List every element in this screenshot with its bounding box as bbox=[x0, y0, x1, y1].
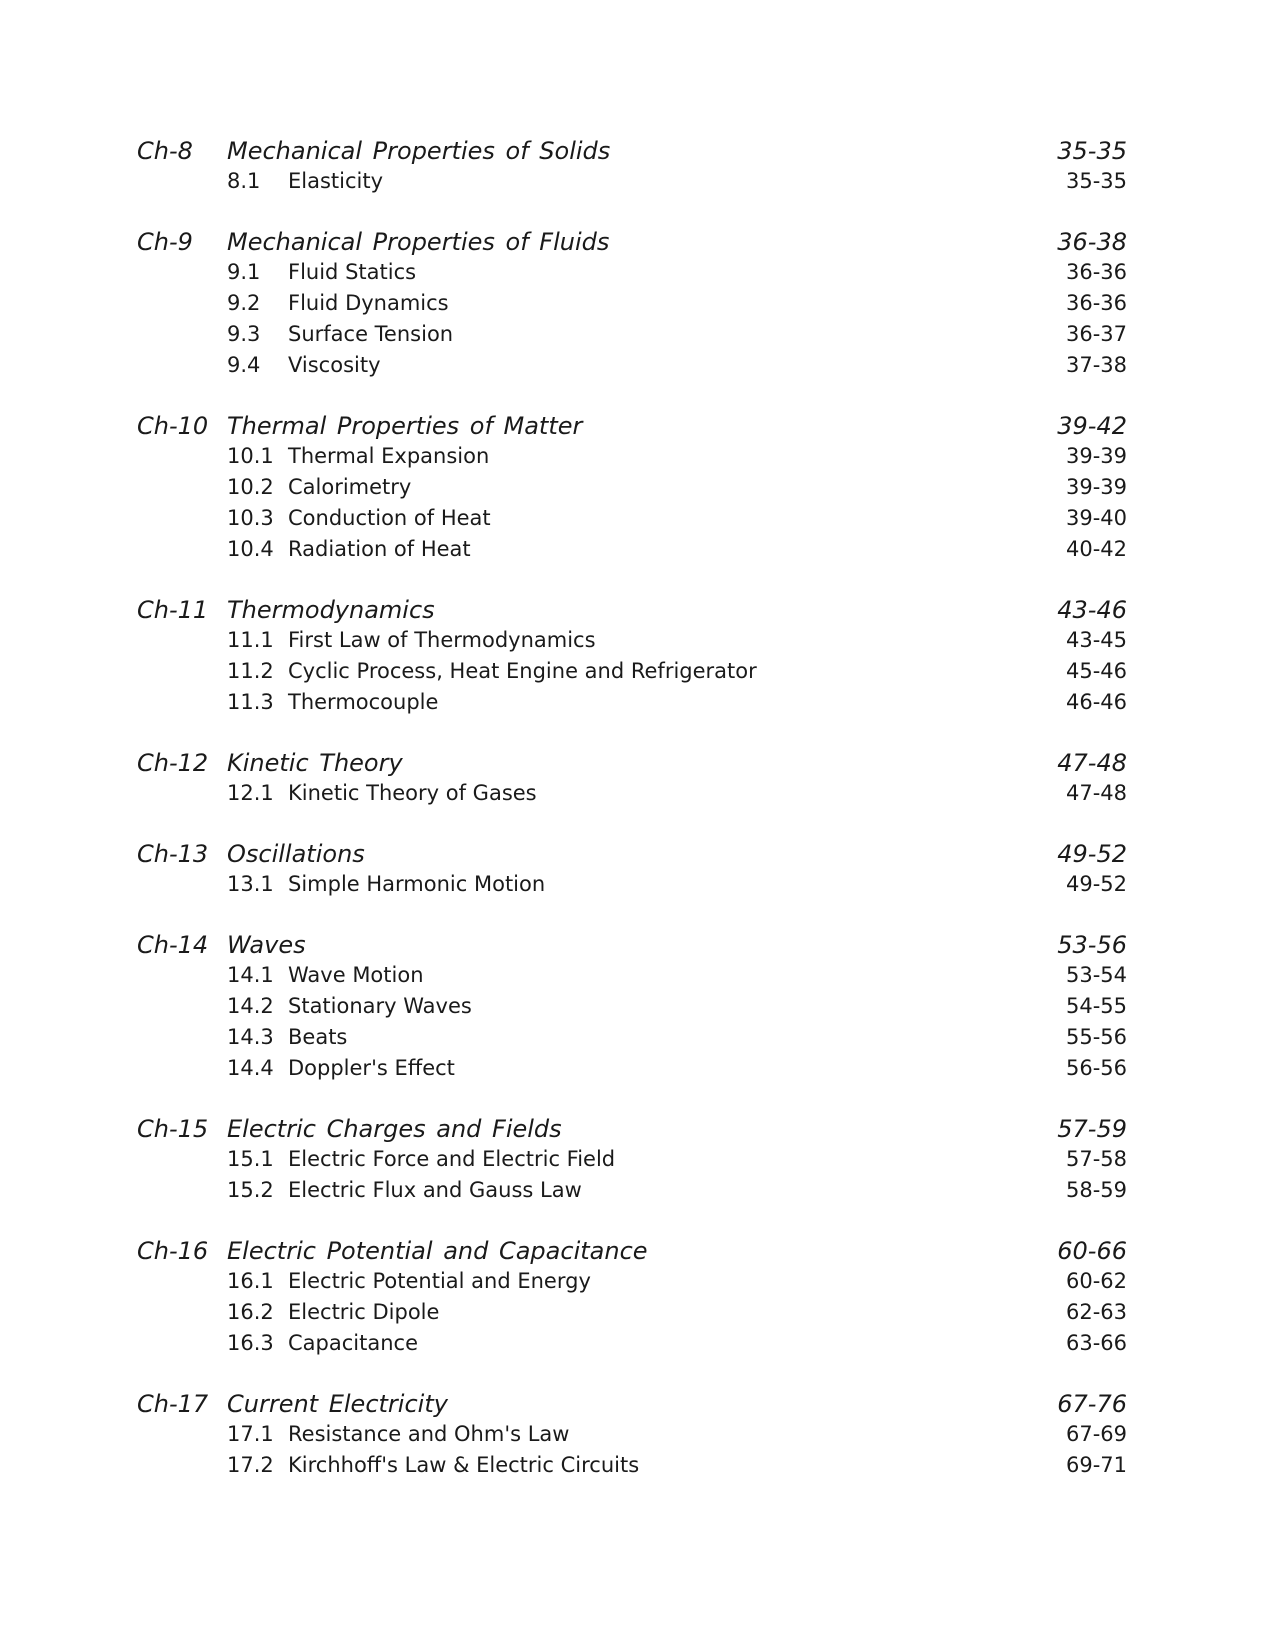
chapter-number: Ch-8 bbox=[137, 137, 193, 165]
section-page-range: 47-48 bbox=[1065, 781, 1127, 805]
section-title: Fluid Statics bbox=[288, 260, 417, 284]
chapter-number: Ch-11 bbox=[137, 596, 209, 624]
section-entry bbox=[137, 291, 1127, 322]
section-page-range: 36-36 bbox=[1065, 260, 1127, 284]
section-number: 12.1 bbox=[227, 781, 274, 805]
chapter-title: Current Electricity bbox=[227, 1390, 448, 1418]
section-title: Calorimetry bbox=[288, 475, 412, 499]
section-entry bbox=[137, 781, 1127, 812]
chapter-heading bbox=[137, 137, 1127, 169]
chapter-title: Mechanical Properties of Solids bbox=[227, 137, 611, 165]
section-title: Stationary Waves bbox=[288, 994, 472, 1018]
section-title: Conduction of Heat bbox=[288, 506, 491, 530]
chapter-number: Ch-16 bbox=[137, 1237, 209, 1265]
section-page-range: 63-66 bbox=[1065, 1331, 1127, 1355]
chapter-heading bbox=[137, 749, 1127, 781]
chapter-number: Ch-17 bbox=[137, 1390, 209, 1418]
section-entry bbox=[137, 260, 1127, 291]
chapter-title: Kinetic Theory bbox=[227, 749, 403, 777]
section-title: Thermal Expansion bbox=[288, 444, 490, 468]
chapter-number: Ch-10 bbox=[137, 412, 209, 440]
chapter-heading bbox=[137, 1115, 1127, 1147]
section-entry bbox=[137, 994, 1127, 1025]
chapter-page-range: 36-38 bbox=[1057, 228, 1127, 256]
section-title: Doppler's Effect bbox=[288, 1056, 455, 1080]
section-number: 13.1 bbox=[227, 872, 274, 896]
section-number: 9.4 bbox=[227, 353, 261, 377]
section-number: 15.1 bbox=[227, 1147, 274, 1171]
section-page-range: 55-56 bbox=[1065, 1025, 1127, 1049]
section-page-range: 58-59 bbox=[1065, 1178, 1127, 1202]
section-entry bbox=[137, 628, 1127, 659]
section-title: Electric Flux and Gauss Law bbox=[288, 1178, 582, 1202]
section-number: 11.3 bbox=[227, 690, 274, 714]
chapter-block bbox=[137, 228, 1127, 384]
chapter-number: Ch-14 bbox=[137, 931, 209, 959]
section-page-range: 49-52 bbox=[1065, 872, 1127, 896]
chapter-title: Electric Charges and Fields bbox=[227, 1115, 562, 1143]
table-of-contents bbox=[137, 137, 1127, 1512]
section-number: 10.4 bbox=[227, 537, 274, 561]
section-number: 16.3 bbox=[227, 1331, 274, 1355]
chapter-page-range: 67-76 bbox=[1057, 1390, 1127, 1418]
chapter-number: Ch-9 bbox=[137, 228, 193, 256]
section-number: 10.3 bbox=[227, 506, 274, 530]
section-entry bbox=[137, 353, 1127, 384]
section-page-range: 36-37 bbox=[1065, 322, 1127, 346]
section-number: 9.1 bbox=[227, 260, 261, 284]
section-page-range: 46-46 bbox=[1065, 690, 1127, 714]
chapter-block bbox=[137, 840, 1127, 903]
section-number: 17.1 bbox=[227, 1422, 274, 1446]
section-entry bbox=[137, 537, 1127, 568]
section-page-range: 57-58 bbox=[1065, 1147, 1127, 1171]
section-page-range: 69-71 bbox=[1065, 1453, 1127, 1477]
section-title: Wave Motion bbox=[288, 963, 424, 987]
section-number: 10.1 bbox=[227, 444, 274, 468]
chapter-block bbox=[137, 1115, 1127, 1209]
section-entry bbox=[137, 475, 1127, 506]
section-page-range: 60-62 bbox=[1065, 1269, 1127, 1293]
section-page-range: 54-55 bbox=[1065, 994, 1127, 1018]
section-page-range: 62-63 bbox=[1065, 1300, 1127, 1324]
chapter-block bbox=[137, 137, 1127, 200]
chapter-page-range: 35-35 bbox=[1057, 137, 1127, 165]
section-title: Kirchhoff's Law & Electric Circuits bbox=[288, 1453, 640, 1477]
section-number: 10.2 bbox=[227, 475, 274, 499]
chapter-block bbox=[137, 596, 1127, 721]
section-title: Radiation of Heat bbox=[288, 537, 471, 561]
chapter-block bbox=[137, 749, 1127, 812]
chapter-heading bbox=[137, 1237, 1127, 1269]
chapter-block bbox=[137, 931, 1127, 1087]
section-number: 9.2 bbox=[227, 291, 261, 315]
chapter-title: Thermal Properties of Matter bbox=[227, 412, 583, 440]
section-number: 11.2 bbox=[227, 659, 274, 683]
chapter-heading bbox=[137, 1390, 1127, 1422]
chapter-page-range: 43-46 bbox=[1057, 596, 1127, 624]
section-number: 16.2 bbox=[227, 1300, 274, 1324]
section-page-range: 53-54 bbox=[1065, 963, 1127, 987]
chapter-page-range: 60-66 bbox=[1057, 1237, 1127, 1265]
section-entry bbox=[137, 659, 1127, 690]
section-title: Kinetic Theory of Gases bbox=[288, 781, 537, 805]
chapter-number: Ch-12 bbox=[137, 749, 209, 777]
chapter-block bbox=[137, 412, 1127, 568]
section-title: Electric Dipole bbox=[288, 1300, 440, 1324]
section-page-range: 39-40 bbox=[1065, 506, 1127, 530]
section-title: Resistance and Ohm's Law bbox=[288, 1422, 570, 1446]
chapter-heading bbox=[137, 931, 1127, 963]
chapter-page-range: 47-48 bbox=[1057, 749, 1127, 777]
section-entry bbox=[137, 1422, 1127, 1453]
section-title: Electric Potential and Energy bbox=[288, 1269, 591, 1293]
section-entry bbox=[137, 1331, 1127, 1362]
section-title: First Law of Thermodynamics bbox=[288, 628, 596, 652]
section-entry bbox=[137, 1453, 1127, 1484]
chapter-block bbox=[137, 1390, 1127, 1484]
section-title: Simple Harmonic Motion bbox=[288, 872, 546, 896]
section-number: 15.2 bbox=[227, 1178, 274, 1202]
section-page-range: 56-56 bbox=[1065, 1056, 1127, 1080]
section-page-range: 39-39 bbox=[1065, 444, 1127, 468]
section-page-range: 40-42 bbox=[1065, 537, 1127, 561]
section-number: 14.2 bbox=[227, 994, 274, 1018]
chapter-page-range: 53-56 bbox=[1057, 931, 1127, 959]
chapter-heading bbox=[137, 228, 1127, 260]
section-page-range: 67-69 bbox=[1065, 1422, 1127, 1446]
section-page-range: 35-35 bbox=[1065, 169, 1127, 193]
section-title: Beats bbox=[288, 1025, 348, 1049]
section-number: 16.1 bbox=[227, 1269, 274, 1293]
chapter-title: Thermodynamics bbox=[227, 596, 435, 624]
chapter-title: Electric Potential and Capacitance bbox=[227, 1237, 648, 1265]
chapter-page-range: 57-59 bbox=[1057, 1115, 1127, 1143]
chapter-title: Waves bbox=[227, 931, 306, 959]
section-entry bbox=[137, 872, 1127, 903]
section-title: Viscosity bbox=[288, 353, 381, 377]
section-page-range: 43-45 bbox=[1065, 628, 1127, 652]
chapter-title: Mechanical Properties of Fluids bbox=[227, 228, 610, 256]
section-number: 14.1 bbox=[227, 963, 274, 987]
section-entry bbox=[137, 1300, 1127, 1331]
section-entry bbox=[137, 1025, 1127, 1056]
chapter-heading bbox=[137, 840, 1127, 872]
section-title: Surface Tension bbox=[288, 322, 454, 346]
section-title: Cyclic Process, Heat Engine and Refrigerator bbox=[288, 659, 757, 683]
section-entry bbox=[137, 506, 1127, 537]
chapter-number: Ch-15 bbox=[137, 1115, 209, 1143]
section-number: 8.1 bbox=[227, 169, 261, 193]
chapter-page-range: 49-52 bbox=[1057, 840, 1127, 868]
section-entry bbox=[137, 963, 1127, 994]
chapter-heading bbox=[137, 596, 1127, 628]
section-entry bbox=[137, 1178, 1127, 1209]
section-title: Thermocouple bbox=[288, 690, 439, 714]
section-number: 14.4 bbox=[227, 1056, 274, 1080]
section-number: 9.3 bbox=[227, 322, 261, 346]
section-entry bbox=[137, 322, 1127, 353]
chapter-page-range: 39-42 bbox=[1057, 412, 1127, 440]
section-entry bbox=[137, 1147, 1127, 1178]
section-page-range: 37-38 bbox=[1065, 353, 1127, 377]
section-number: 14.3 bbox=[227, 1025, 274, 1049]
section-entry bbox=[137, 690, 1127, 721]
section-title: Fluid Dynamics bbox=[288, 291, 449, 315]
section-entry bbox=[137, 1269, 1127, 1300]
chapter-block bbox=[137, 1237, 1127, 1362]
chapter-number: Ch-13 bbox=[137, 840, 209, 868]
section-page-range: 45-46 bbox=[1065, 659, 1127, 683]
chapter-heading bbox=[137, 412, 1127, 444]
section-title: Capacitance bbox=[288, 1331, 418, 1355]
section-entry bbox=[137, 1056, 1127, 1087]
section-number: 11.1 bbox=[227, 628, 274, 652]
section-title: Elasticity bbox=[288, 169, 384, 193]
chapter-title: Oscillations bbox=[227, 840, 365, 868]
section-page-range: 39-39 bbox=[1065, 475, 1127, 499]
section-entry bbox=[137, 169, 1127, 200]
section-page-range: 36-36 bbox=[1065, 291, 1127, 315]
section-title: Electric Force and Electric Field bbox=[288, 1147, 616, 1171]
section-number: 17.2 bbox=[227, 1453, 274, 1477]
section-entry bbox=[137, 444, 1127, 475]
